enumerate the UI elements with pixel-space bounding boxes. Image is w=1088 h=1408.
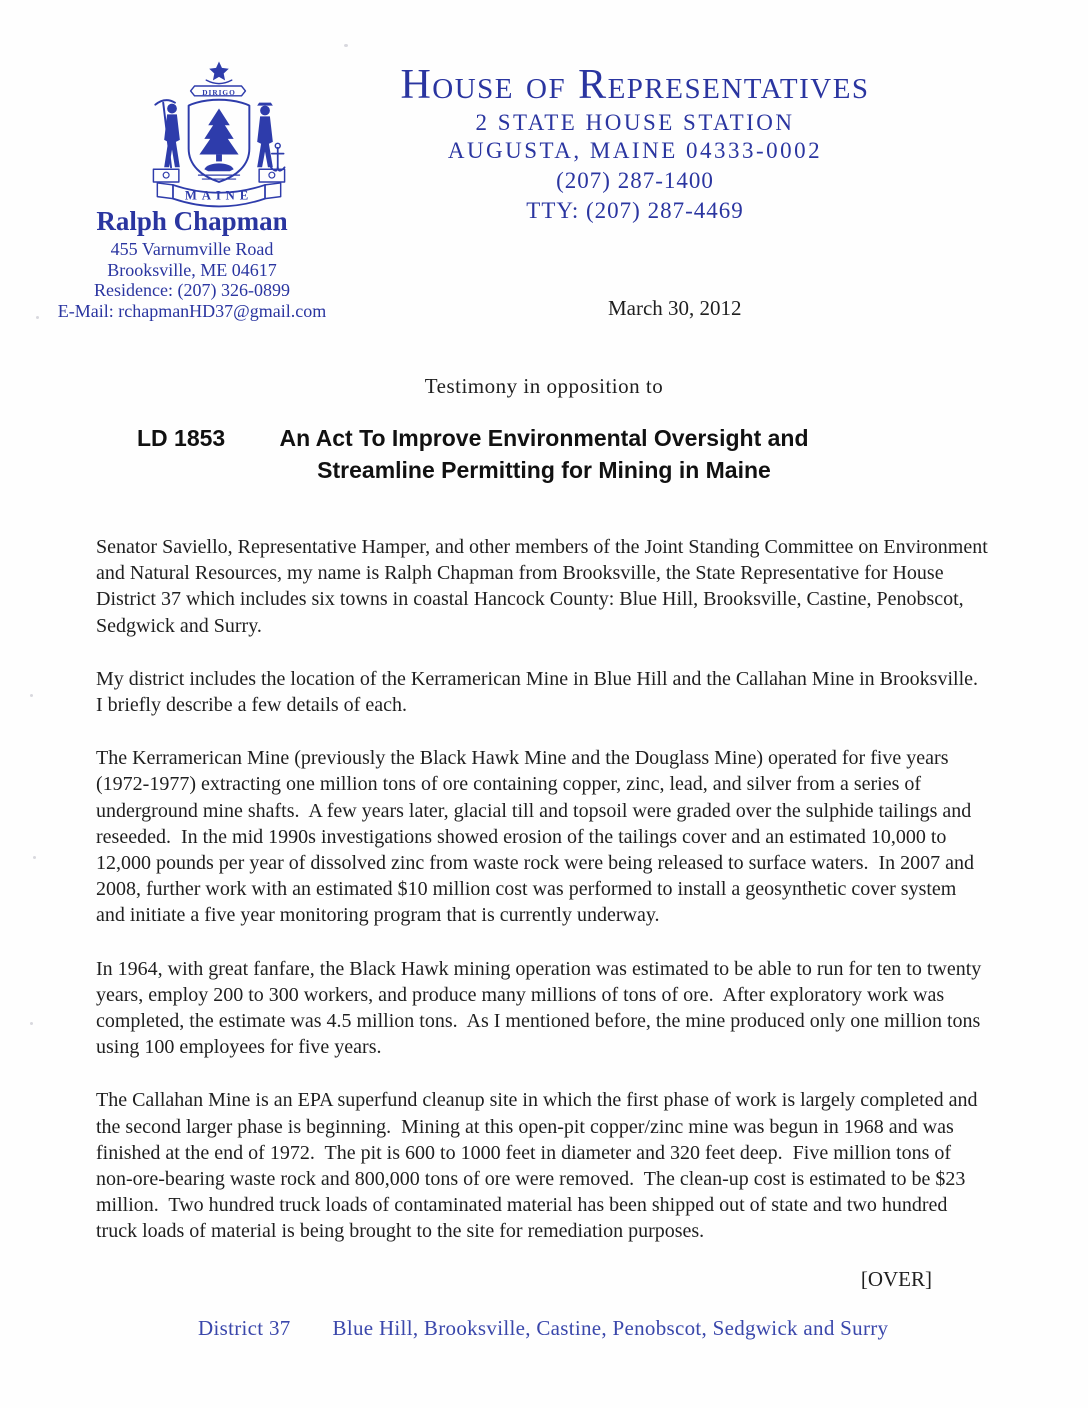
scan-speck [33,856,36,859]
seal-state-label: MAINE [184,188,254,203]
maine-state-seal-icon [126,58,312,215]
paragraph-district: My district includes the location of the Kerramerican Mine in Blue Hill and the Callahan Mine in Brooksville. I briefly describe a few details of each. [96,667,989,717]
moose-icon [204,163,233,171]
sender-block [20,206,364,321]
letterhead-block [360,62,910,224]
bill-heading [0,422,1088,486]
seaman-figure-icon [257,116,273,167]
pine-tree-icon [199,109,238,155]
letterhead-phone: (207) 287-1400 [556,168,714,193]
paragraph-greeting: Senator Saviello, Representative Hamper, and other members of the Joint Standing Committee on Environment and Natural Resources, my name is Ralph Chapman from Brooksville, the State Representative for House District 37 which includes six towns in coastal Hancock County: Blue Hill, Brooksville, Castine, Penobscot, Sedgwick and Surry. [96,536,993,637]
paragraph-callahan: The Callahan Mine is an EPA superfund cleanup site in which the first phase of work is largely completed and the second larger phase is beginning. Mining at this open-pit copper/zinc mine was begun in 1968 and was finished at the end of 1972. The pit is 600 to 1000 feet in diameter and 320 feet deep. Five million tons of non-ore-bearing waste rock and 800,000 tons of ore were removed. The clean-up cost is estimated to be $23 million. Two hundred truck loads of contaminated material has been shipped out of state and two hundred truck loads of material is being brought to the site for remediation purposes. [96,1089,983,1243]
sender-email: E-Mail: rchapmanHD37@gmail.com [57,300,327,321]
scan-speck [36,316,39,319]
seal-motto-label: DIRIGO [202,87,236,97]
sender-residence-phone: Residence: (207) 326-0899 [94,280,290,300]
north-star-icon [209,62,229,81]
bill-title-line1: An Act To Improve Environmental Oversight and [279,425,809,451]
footer-district: District 37 [198,1316,291,1340]
footer-towns: Blue Hill, Brooksville, Castine, Penobscot, Sedgwick and Surry [332,1316,889,1340]
anchor-icon [271,148,285,171]
letterhead-org-title: House of Representatives [400,62,870,108]
bill-number: LD 1853 [137,425,226,451]
scan-speck [344,44,348,47]
paragraph-blackhawk: In 1964, with great fanfare, the Black Hawk mining operation was estimated to be able to run for ten to twenty years, employ 200 to 300 workers, and produce many millions of tons of ore. After exploratory work was completed, the estimate was 4.5 million tons. As I mentioned before, the mine produced only one million tons using 100 employees for five years. [96,957,987,1059]
sender-name: Ralph Chapman [96,206,288,236]
letter-body [96,534,993,1292]
scan-speck [30,694,33,697]
letter-date: March 30, 2012 [608,296,742,320]
letterhead-address1: 2 STATE HOUSE STATION [475,110,795,135]
testimony-heading: Testimony in opposition to [424,374,664,398]
sender-address-line2: Brooksville, ME 04617 [107,259,277,280]
paragraph-kerramerican: The Kerramerican Mine (previously the Black Hawk Mine and the Douglass Mine) operated for five years (1972-1977) extracting one million tons of ore containing copper, zinc, lead, and silver from a series of underground mine shafts. A few years later, glacial till and topsoil were graded over the sulphide tailings and reseeded. In the mid 1990s investigations showed erosion of the tailings cover and an estimated 10,000 to 12,000 pounds per year of dissolved zinc from waste rock were being released to surface waters. In 2007 and 2008, further work with an estimated $10 million cost was performed to install a geosynthetic cover system and initiate a five year monitoring program that is currently underway. [96,747,980,927]
district-footer [198,1316,888,1341]
letterhead-address2: AUGUSTA, MAINE 04333-0002 [447,138,823,163]
bill-title-line2: Streamline Permitting for Mining in Maine [317,457,771,483]
letterhead-tty: TTY: (207) 287-4469 [526,198,744,223]
scan-speck [30,1022,33,1025]
over-marker: [OVER] [860,1266,932,1291]
sender-address-line1: 455 Varnumville Road [110,239,274,259]
